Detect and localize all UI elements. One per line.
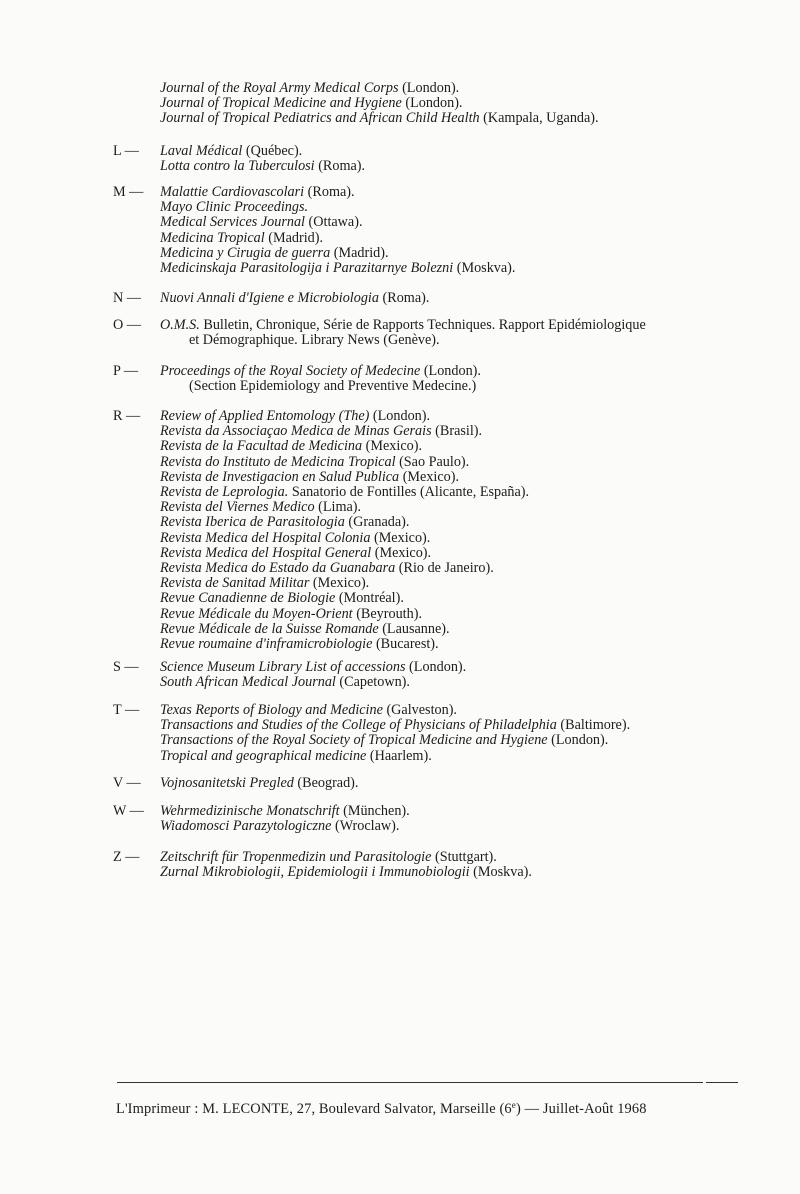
- journal-title: Zurnal Mikrobiologii, Epidemiologii i Immunobiologii: [160, 864, 470, 881]
- journal-entry: [160, 717, 630, 733]
- journal-title: Revue Médicale de la Suisse Romande: [160, 620, 379, 637]
- journal-location: (Granada).: [344, 514, 410, 531]
- journal-entry: [160, 484, 529, 500]
- journal-entry: [160, 143, 302, 159]
- journal-entry: [160, 230, 323, 246]
- journal-location: (Capetown).: [335, 674, 410, 691]
- journal-location: (Brasil).: [431, 423, 483, 440]
- journal-entry: [160, 864, 532, 880]
- journal-entry: [160, 674, 410, 690]
- section-letter: R —: [113, 408, 141, 424]
- journal-entry: [160, 621, 450, 637]
- journal-entry: [189, 378, 476, 394]
- journal-location: (Mexico).: [370, 529, 431, 546]
- journal-title: Revue roumaine d'inframicrobiologie: [160, 636, 373, 652]
- journal-title: Medicina Tropical: [160, 229, 265, 246]
- section-letter: L —: [113, 143, 139, 159]
- journal-entry: [160, 514, 409, 530]
- journal-location: (Montréal).: [335, 590, 404, 607]
- journal-entry: [160, 818, 399, 834]
- journal-title: Transactions and Studies of the College of Physicians of Philadelphia: [160, 717, 557, 734]
- journal-location: (Mexico).: [362, 438, 423, 455]
- journal-entry: [160, 469, 459, 485]
- journal-location: (Lima).: [314, 499, 362, 516]
- section-letter: W —: [113, 803, 144, 819]
- journal-entry: [160, 775, 358, 791]
- journal-entry: [160, 748, 432, 764]
- section-letter: O —: [113, 317, 141, 333]
- journal-location: (Bucarest).: [372, 636, 439, 652]
- journal-entry: [160, 454, 469, 470]
- journal-location: (Moskva).: [469, 864, 532, 881]
- journal-location: (Moskva).: [453, 260, 516, 276]
- journal-title: Revista del Viernes Medico: [160, 499, 315, 516]
- journal-title: Mayo Clinic Proceedings.: [160, 199, 309, 216]
- journal-title: Lotta contro la Tuberculosi: [160, 158, 315, 175]
- journal-title: Revista da Associaçao Medica de Minas Gerais: [160, 423, 432, 440]
- journal-entry: [160, 575, 369, 591]
- journal-title: Science Museum Library List of accessions: [160, 659, 406, 675]
- journal-entry: [160, 606, 422, 622]
- journal-title: Nuovi Annali d'Igiene e Microbiologia: [160, 290, 379, 306]
- journal-entry: [160, 245, 389, 261]
- journal-location: (London).: [405, 659, 467, 675]
- section-letter: N —: [113, 290, 141, 306]
- journal-location: (London).: [547, 732, 609, 749]
- journal-title: Medicina y Cirugia de guerra: [160, 244, 331, 261]
- journal-title: Zeitschrift für Tropenmedizin und Parasitologie: [160, 849, 432, 865]
- journal-title: Transactions of the Royal Society of Tropical Medicine and Hygiene: [160, 732, 548, 749]
- journal-title: Malattie Cardiovascolari: [160, 184, 305, 200]
- journal-location: (Lausanne).: [378, 620, 450, 637]
- journal-location: (Madrid).: [330, 244, 389, 261]
- journal-entry: [189, 332, 440, 348]
- journal-location: (Beyrouth).: [352, 605, 422, 622]
- journal-entry: [160, 636, 439, 652]
- footer-rule: [117, 1082, 703, 1083]
- journal-entry: [160, 438, 422, 454]
- journal-title: Texas Reports of Biology and Medicine: [160, 702, 383, 718]
- journal-entry: [160, 290, 429, 306]
- journal-title: Journal of Tropical Medicine and Hygiene: [160, 95, 402, 112]
- journal-entry: [160, 317, 646, 333]
- journal-location: (Roma).: [314, 158, 366, 175]
- section-letter: V —: [113, 775, 141, 791]
- journal-title: Revista de Investigacion en Salud Publica: [160, 468, 400, 485]
- journal-location: (Madrid).: [264, 229, 323, 246]
- journal-entry: [160, 545, 431, 561]
- journal-entry: [160, 199, 308, 215]
- journal-entry: [160, 732, 608, 748]
- journal-location: (Roma).: [378, 290, 430, 306]
- journal-location: (Beograd).: [293, 775, 359, 791]
- journal-location: (München).: [339, 803, 410, 819]
- journal-location: (London).: [398, 80, 460, 96]
- journal-entry: [160, 110, 599, 126]
- section-letter: Z —: [113, 849, 140, 865]
- journal-location: (Sao Paulo).: [395, 453, 470, 470]
- journal-location: (Mexico).: [371, 544, 432, 561]
- journal-title: O.M.S.: [160, 317, 200, 333]
- journal-entry: [160, 560, 494, 576]
- journal-title: Revue Médicale du Moyen-Orient: [160, 605, 353, 622]
- journal-entry: [160, 260, 515, 276]
- journal-entry: [160, 184, 355, 200]
- journal-entry: [160, 659, 466, 675]
- journal-title: Revista de la Facultad de Medicina: [160, 438, 363, 455]
- journal-title: Laval Médical: [160, 143, 243, 159]
- journal-entry: [160, 530, 430, 546]
- journal-location: (Mexico).: [399, 468, 460, 485]
- journal-location: (Rio de Janeiro).: [395, 560, 494, 576]
- journal-location: (London).: [369, 408, 431, 424]
- journal-location: (London).: [420, 363, 481, 379]
- journal-location: (Ottawa).: [304, 214, 363, 231]
- journal-title: Revista de Leprologia.: [160, 484, 289, 500]
- journal-entry: [160, 158, 365, 174]
- journal-entry: [160, 499, 361, 515]
- journal-title: Revista de Sanitad Militar: [160, 575, 310, 592]
- journal-title: Vojnosanitetski Pregled: [160, 775, 294, 791]
- journal-location: (Baltimore).: [556, 717, 631, 734]
- footer-rule-end: [706, 1082, 738, 1083]
- journal-entry: [160, 423, 482, 439]
- journal-location: (Section Epidemiology and Preventive Medecine.): [189, 378, 477, 395]
- journal-entry: [160, 95, 462, 111]
- journal-location: (Wroclaw).: [331, 818, 400, 835]
- journal-entry: [160, 803, 410, 819]
- journal-title: Review of Applied Entomology (The): [160, 408, 370, 424]
- section-letter: S —: [113, 659, 139, 675]
- journal-location: (Galveston).: [382, 702, 457, 718]
- journal-title: South African Medical Journal: [160, 674, 336, 691]
- journal-title: Revista Iberica de Parasitologia: [160, 514, 345, 531]
- journal-entry: [160, 80, 459, 96]
- journal-title: Medical Services Journal: [160, 214, 305, 231]
- journal-title: Wehrmedizinische Monatschrift: [160, 803, 340, 819]
- journal-title: Journal of the Royal Army Medical Corps: [160, 80, 399, 96]
- journal-location: Bulletin, Chronique, Série de Rapports Techniques. Rapport Epidémiologique: [199, 317, 646, 333]
- section-letter: T —: [113, 702, 140, 718]
- journal-title: Revista Medica del Hospital General: [160, 544, 372, 561]
- journal-entry: [160, 214, 363, 230]
- journal-title: Revista do Instituto de Medicina Tropical: [160, 453, 396, 470]
- journal-entry: [160, 363, 481, 379]
- journal-title: Medicinskaja Parasitologija i Parazitarnye Bolezni: [160, 260, 454, 276]
- journal-title: Tropical and geographical medicine: [160, 747, 367, 764]
- journal-entry: [160, 702, 457, 718]
- journal-location: Sanatorio de Fontilles (Alicante, España).: [288, 484, 530, 500]
- journal-title: Revue Canadienne de Biologie: [160, 590, 336, 607]
- section-letter: P —: [113, 363, 139, 379]
- journal-title: Revista Medica do Estado da Guanabara: [160, 560, 396, 576]
- journal-title: Revista Medica del Hospital Colonia: [160, 529, 371, 546]
- journal-title: Proceedings of the Royal Society of Medecine: [160, 363, 421, 379]
- journal-location: (Roma).: [304, 184, 355, 200]
- journal-location: (Québec).: [242, 143, 303, 159]
- journal-entry: [160, 590, 404, 606]
- journal-location: (Haarlem).: [366, 747, 432, 764]
- section-letter: M —: [113, 184, 144, 200]
- journal-location: (Kampala, Uganda).: [479, 110, 599, 127]
- journal-title: Wiadomosci Parazytologiczne: [160, 818, 332, 835]
- journal-title: Journal of Tropical Pediatrics and African Child Health: [160, 110, 480, 127]
- journal-location: (London).: [401, 95, 463, 112]
- printer-footer: L'Imprimeur : M. LECONTE, 27, Boulevard Salvator, Marseille (6e) — Juillet-Août 1968: [116, 1100, 647, 1117]
- journal-location: (Stuttgart).: [431, 849, 497, 865]
- journal-entry: [160, 849, 497, 865]
- journal-location: et Démographique. Library News (Genève).: [189, 332, 440, 349]
- journal-location: (Mexico).: [309, 575, 370, 592]
- journal-entry: [160, 408, 430, 424]
